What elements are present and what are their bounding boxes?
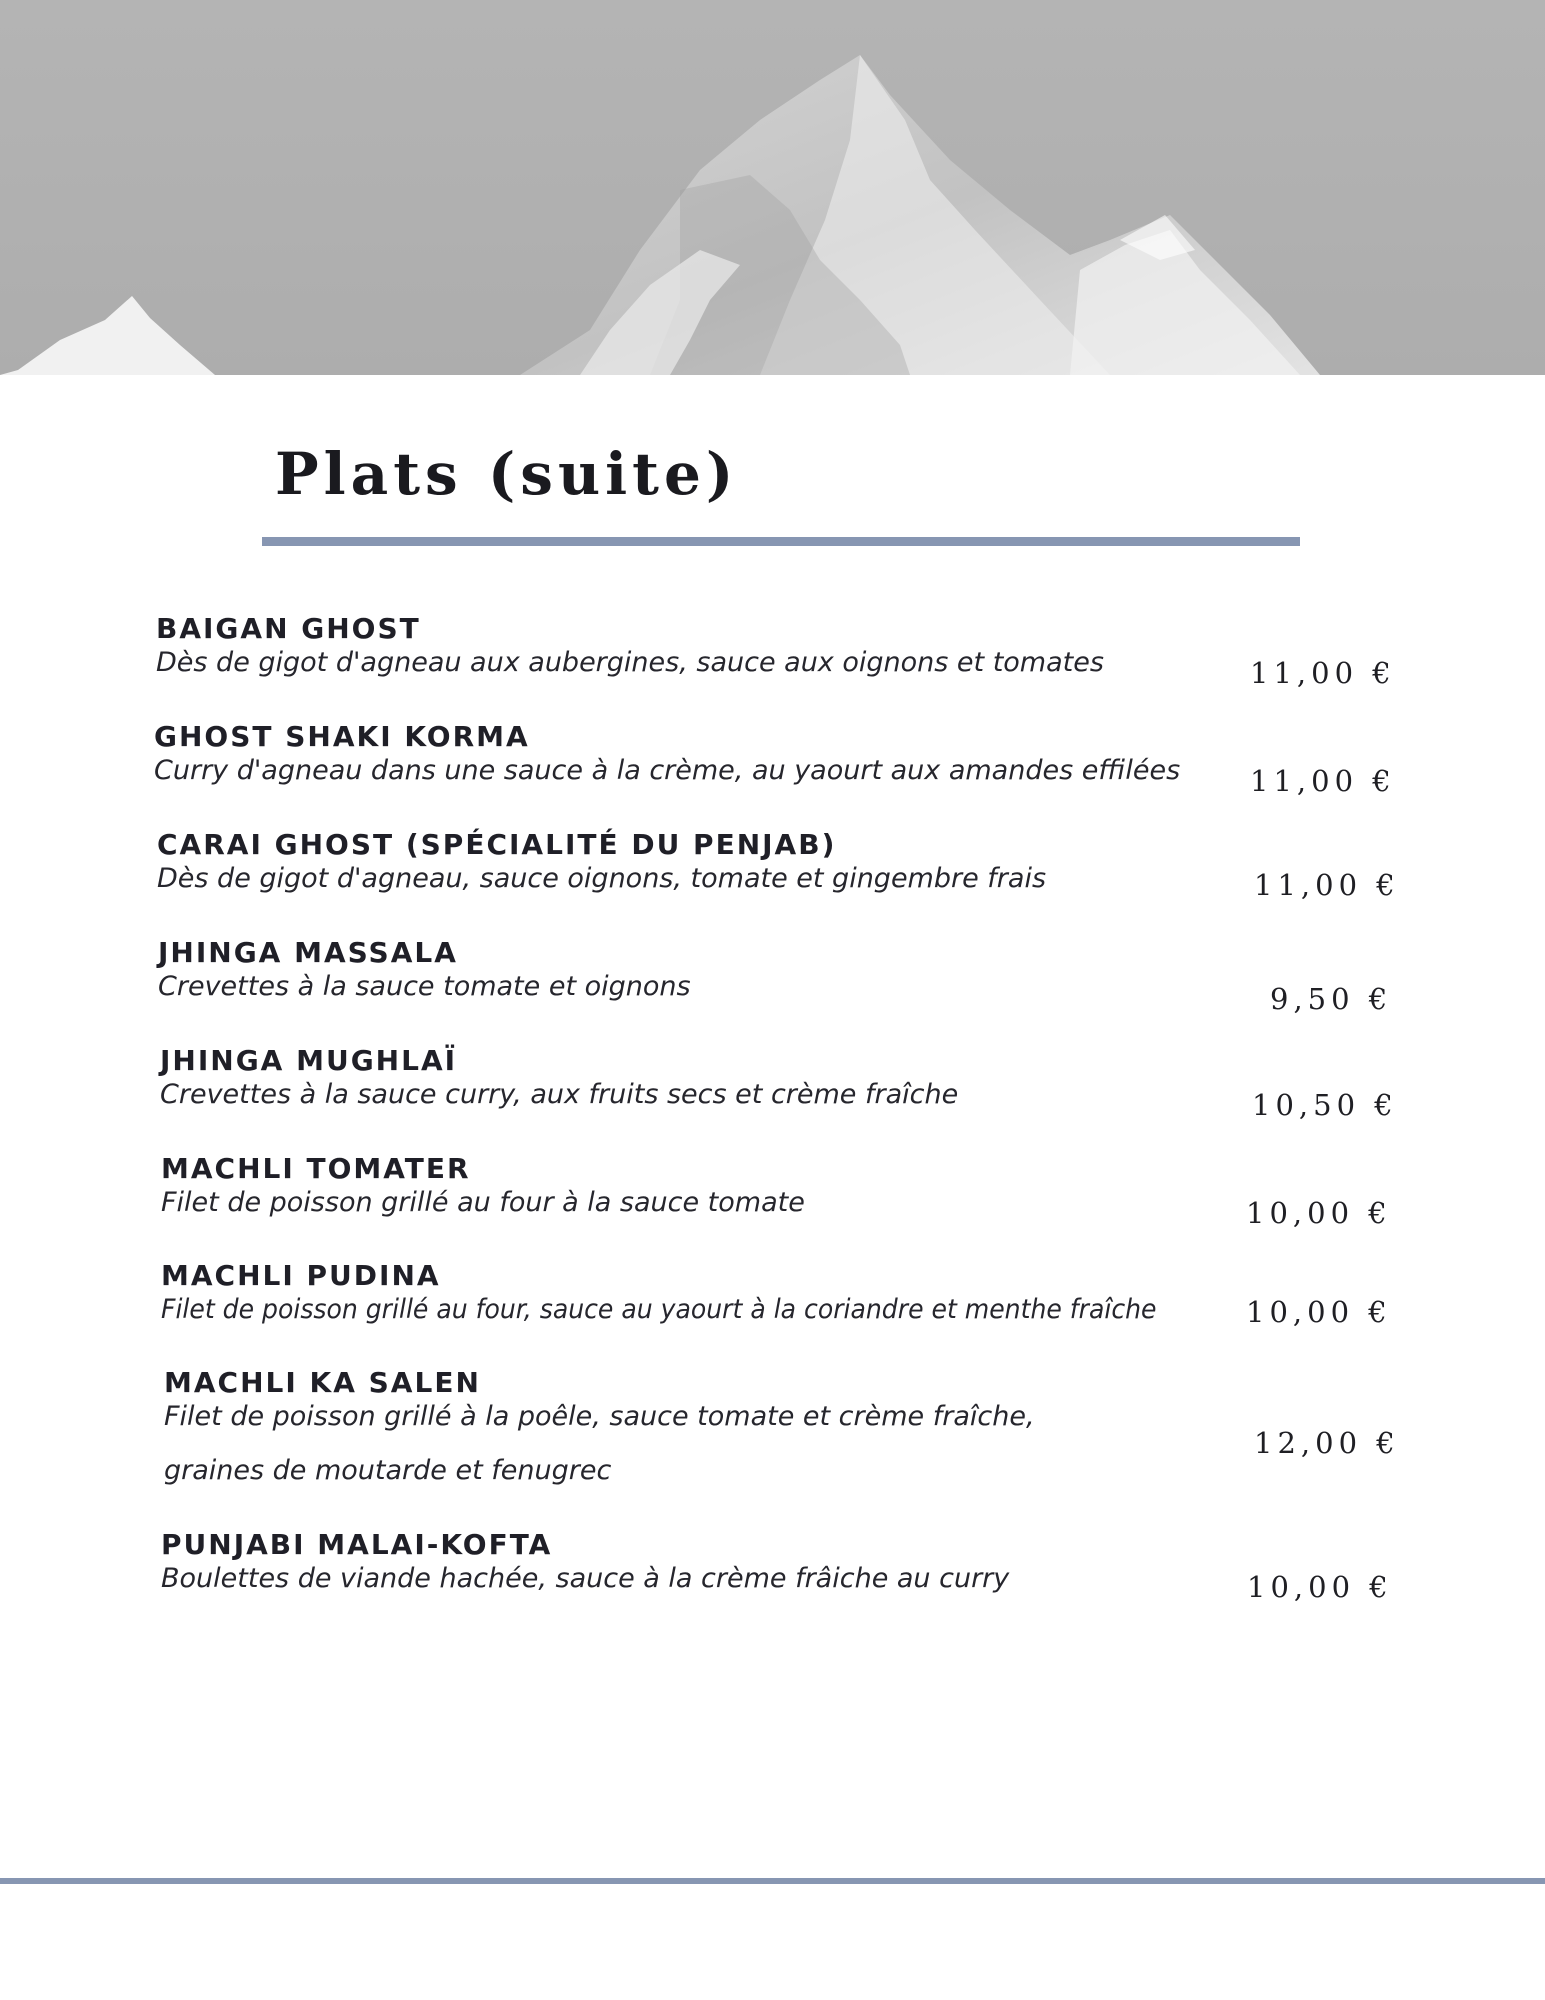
dish-description: Filet de poisson grillé à la poêle, sauce tomate et crème fraîche, graines de moutarde et fenugrec (164, 1401, 1035, 1486)
dish-price: 12,00 € (1254, 1426, 1400, 1460)
page-title: Plats (suite) (275, 440, 739, 508)
title-divider (262, 537, 1300, 546)
dish-price: 10,00 € (1246, 1196, 1392, 1230)
dish-name: JHINGA MUGHLAÏ (160, 1044, 458, 1077)
dish-description: Boulettes de viande hachée, sauce à la crème frâiche au curry (161, 1563, 1010, 1594)
dish-price: 10,00 € (1246, 1295, 1392, 1329)
dish-price: 10,00 € (1247, 1570, 1393, 1604)
footer-divider (0, 1878, 1545, 1884)
dish-description: Dès de gigot d'agneau, sauce oignons, tomate et gingembre frais (157, 863, 1047, 894)
dish-price: 9,50 € (1270, 982, 1393, 1016)
dish-name: PUNJABI MALAI-KOFTA (161, 1528, 553, 1561)
mountain-illustration (0, 0, 1545, 375)
dish-price: 11,00 € (1254, 868, 1400, 902)
dish-name: GHOST SHAKI KORMA (154, 720, 530, 753)
dish-description: Crevettes à la sauce tomate et oignons (158, 971, 691, 1002)
dish-price: 11,00 € (1250, 656, 1396, 690)
dish-description: Filet de poisson grillé au four, sauce au yaourt à la coriandre et menthe fraîche (161, 1294, 1157, 1325)
dish-name: BAIGAN GHOST (156, 612, 421, 645)
dish-price: 11,00 € (1250, 764, 1396, 798)
dish-name: JHINGA MASSALA (158, 936, 458, 969)
dish-name: MACHLI PUDINA (161, 1259, 441, 1292)
header-mountain-image (0, 0, 1545, 375)
dish-price: 10,50 € (1252, 1088, 1398, 1122)
dish-name: MACHLI TOMATER (161, 1152, 471, 1185)
dish-name: CARAI GHOST (SPÉCIALITÉ DU PENJAB) (157, 828, 837, 861)
dish-description: Curry d'agneau dans une sauce à la crème, au yaourt aux amandes effilées (154, 755, 1181, 786)
dish-description: Dès de gigot d'agneau aux aubergines, sauce aux oignons et tomates (156, 647, 1104, 678)
dish-description: Crevettes à la sauce curry, aux fruits secs et crème fraîche (160, 1079, 959, 1110)
dish-name: MACHLI KA SALEN (164, 1366, 481, 1399)
dish-description: Filet de poisson grillé au four à la sauce tomate (161, 1187, 805, 1218)
